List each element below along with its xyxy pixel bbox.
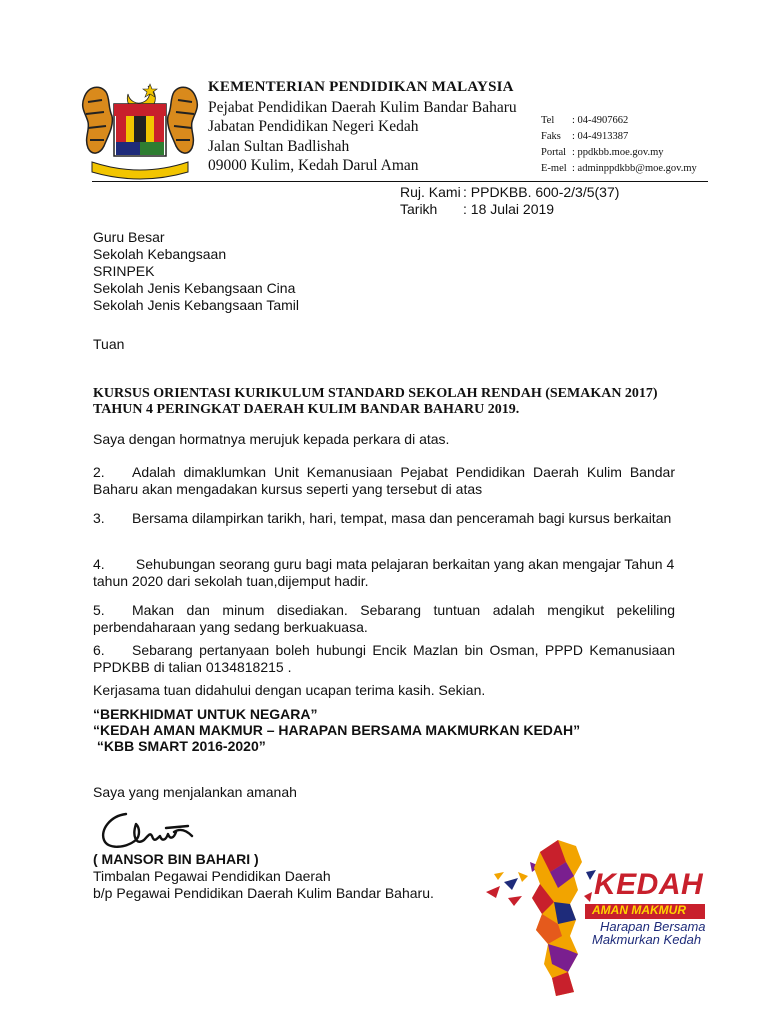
opening-paragraph: Saya dengan hormatnya merujuk kepada perkara di atas. — [93, 431, 450, 447]
reference-number: Ruj. Kami : PPDKBB. 600-2/3/5(37) — [400, 184, 620, 200]
letter-subject — [93, 386, 693, 418]
recipient-line: SRINPEK — [93, 263, 155, 279]
motto-line: “BERKHIDMAT UNTUK NEGARA” — [93, 706, 318, 722]
ministry-name: KEMENTERIAN PENDIDIKAN MALAYSIA — [208, 79, 514, 95]
paragraph-number: 2. — [93, 464, 105, 480]
motto-line: “KBB SMART 2016-2020” — [93, 738, 266, 754]
subject-line: TAHUN 4 PERINGKAT DAERAH KULIM BANDAR BAHARU 2019. — [93, 402, 520, 417]
paragraph-text: Makan dan minum disediakan. Sebarang tuntuan adalah mengikut pekeliling perbendaharaan yang sedang berkuakuasa. — [93, 602, 675, 635]
recipient-line: Sekolah Jenis Kebangsaan Tamil — [93, 297, 299, 313]
coat-of-arms-logo — [78, 78, 202, 180]
office-line: 09000 Kulim, Kedah Darul Aman — [208, 157, 419, 175]
letter-date: Tarikh : 18 Julai 2019 — [400, 200, 555, 217]
paragraph-text: Bersama dilampirkan tarikh, hari, tempat, masa dan penceramah bagi kursus berkaitan — [132, 510, 672, 526]
paragraph-number: 6. — [93, 642, 105, 658]
letterhead-organization — [208, 78, 538, 176]
closing-line: Saya yang menjalankan amanah — [93, 784, 297, 800]
reference-block — [400, 184, 619, 217]
office-line: Jabatan Pendidikan Negeri Kedah — [208, 118, 419, 136]
paragraph-number: 3. — [93, 510, 105, 526]
signer-block — [93, 851, 434, 902]
kedah-logo-band-text: AMAN MAKMUR — [592, 903, 686, 917]
recipient-line: Sekolah Kebangsaan — [93, 246, 227, 262]
kedah-logo-tagline: Makmurkan Kedah — [592, 932, 702, 947]
letterhead-divider — [92, 181, 708, 182]
subject-line: KURSUS ORIENTASI KURIKULUM STANDARD SEKOLAH RENDAH (SEMAKAN 2017) — [93, 386, 658, 401]
paragraph-number: 5. — [93, 602, 105, 618]
body-paragraph — [93, 602, 675, 636]
recipient-line: Guru Besar — [93, 229, 165, 245]
contact-info — [541, 113, 761, 177]
thanks-paragraph: Kerjasama tuan didahului dengan ucapan terima kasih. Sekian. — [93, 682, 486, 698]
body-paragraph — [93, 556, 675, 590]
contact-fax: Faks : 04-4913387 — [541, 131, 629, 142]
signer-title: Timbalan Pegawai Pendidikan Daerah — [93, 868, 331, 884]
body-paragraph — [93, 464, 675, 498]
contact-portal: Portal : ppdkbb.moe.gov.my — [541, 147, 664, 158]
recipient-line: Sekolah Jenis Kebangsaan Cina — [93, 280, 296, 296]
contact-email: E-mel : adminppdkbb@moe.gov.my — [541, 163, 697, 174]
signer-name: ( MANSOR BIN BAHARI ) — [93, 851, 259, 867]
body-paragraph — [93, 642, 675, 676]
signer-behalf: b/p Pegawai Pendidikan Daerah Kulim Bandar Baharu. — [93, 885, 434, 901]
kedah-logo-tagline: Harapan Bersama — [600, 919, 706, 934]
paragraph-text: Sehubungan seorang guru bagi mata pelajaran berkaitan yang akan mengajar Tahun 4 tahun 2020 dari sekolah tuan,dijemput hadir. — [93, 556, 675, 589]
kedah-logo-title: KEDAH — [594, 868, 704, 901]
motto-block — [93, 706, 580, 754]
paragraph-text: Sebarang pertanyaan boleh hubungi Encik Mazlan bin Osman, PPPD Kemanusiaan PPDKBB di talian 0134818215 . — [93, 642, 675, 675]
contact-tel: Tel : 04-4907662 — [541, 115, 629, 126]
motto-line: “KEDAH AMAN MAKMUR – HARAPAN BERSAMA MAKMURKAN KEDAH” — [93, 722, 581, 738]
office-line: Pejabat Pendidikan Daerah Kulim Bandar Baharu — [208, 98, 517, 116]
body-paragraph — [93, 510, 675, 527]
paragraph-number: 4. — [93, 556, 105, 572]
office-line: Jalan Sultan Badlishah — [208, 137, 350, 155]
salutation: Tuan — [93, 336, 125, 352]
paragraph-text: Adalah dimaklumkan Unit Kemanusiaan Pejabat Pendidikan Daerah Kulim Bandar Baharu akan mengadakan kursus seperti yang tersebut di atas — [93, 464, 675, 497]
recipient-address — [93, 229, 299, 314]
